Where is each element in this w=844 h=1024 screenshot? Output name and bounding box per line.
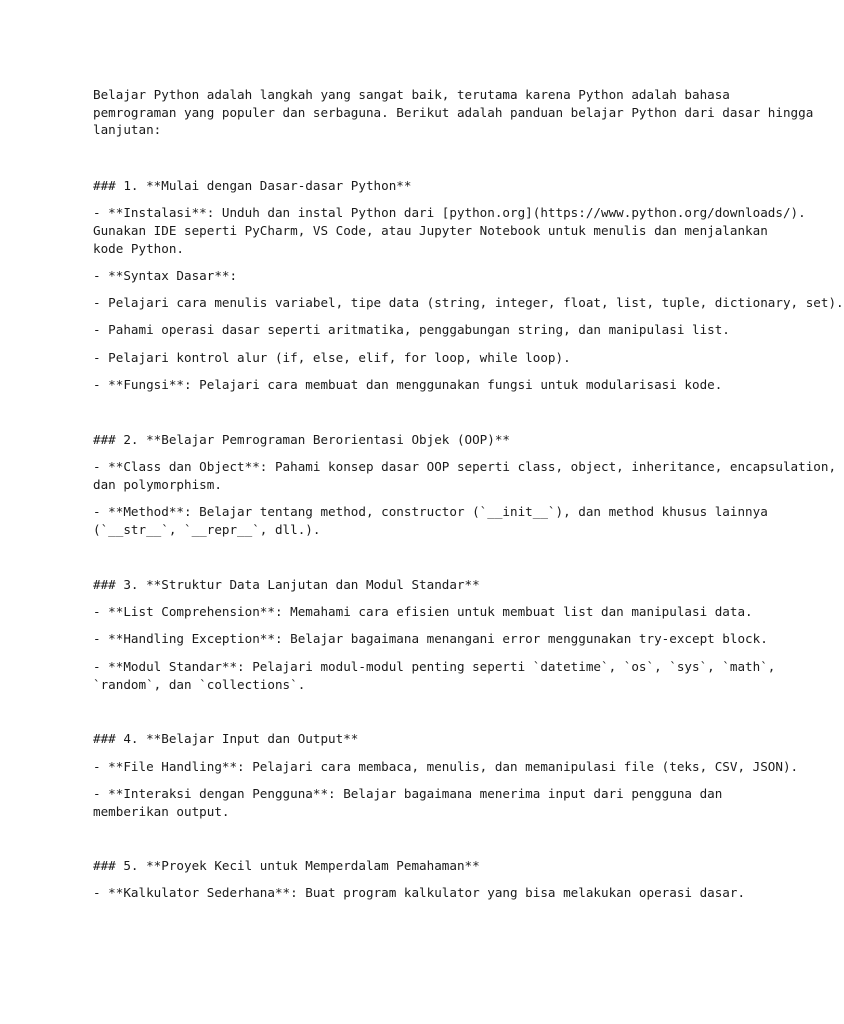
intro-line-3: lanjutan:: [93, 122, 162, 137]
section3-modul-line-2: `random`, dan `collections`.: [93, 677, 306, 692]
section2-class-line-2: dan polymorphism.: [93, 477, 222, 492]
section3-modul-line-1: - **Modul Standar**: Pelajari modul-modul penting seperti `datetime`, `os`, `sys`, `math`,: [93, 659, 776, 674]
intro-line-2: pemrograman yang populer dan serbaguna. Berikut adalah panduan belajar Python dari dasar hingga: [93, 105, 814, 120]
section5-kalkulator: - **Kalkulator Sederhana**: Buat program kalkulator yang bisa melakukan operasi dasar.: [93, 885, 746, 900]
section5-heading: ### 5. **Proyek Kecil untuk Memperdalam Pemahaman**: [93, 858, 480, 873]
section4-interaksi-line-1: - **Interaksi dengan Pengguna**: Belajar bagaimana menerima input dari pengguna dan: [93, 786, 723, 801]
section3-heading: ### 3. **Struktur Data Lanjutan dan Modul Standar**: [93, 577, 480, 592]
section3-list: - **List Comprehension**: Memahami cara efisien untuk membuat list dan manipulasi data.: [93, 604, 753, 619]
section4-file: - **File Handling**: Pelajari cara membaca, menulis, dan memanipulasi file (teks, CSV, JSON).: [93, 759, 799, 774]
section4-heading: ### 4. **Belajar Input dan Output**: [93, 731, 359, 746]
section2-heading: ### 2. **Belajar Pemrograman Berorientasi Objek (OOP)**: [93, 432, 511, 447]
section2-method-line-2: (`__str__`, `__repr__`, dll.).: [93, 522, 321, 537]
section1-heading: ### 1. **Mulai dengan Dasar-dasar Python**: [93, 178, 412, 193]
section1-syntax: - **Syntax Dasar**:: [93, 268, 238, 283]
section1-instalasi-line-3: kode Python.: [93, 241, 184, 256]
section1-instalasi-line-2: Gunakan IDE seperti PyCharm, VS Code, atau Jupyter Notebook untuk menulis dan menjalankan: [93, 223, 768, 238]
section1-syntax-item-1: - Pelajari cara menulis variabel, tipe data (string, integer, float, list, tuple, dictionary, set).: [93, 295, 844, 310]
section1-fungsi: - **Fungsi**: Pelajari cara membuat dan menggunakan fungsi untuk modularisasi kode.: [93, 377, 723, 392]
section1-instalasi-line-1: - **Instalasi**: Unduh dan instal Python dari [python.org](https://www.python.org/downloads/).: [93, 205, 806, 220]
section3-exception: - **Handling Exception**: Belajar bagaimana menangani error menggunakan try-except block.: [93, 631, 768, 646]
section2-method-line-1: - **Method**: Belajar tentang method, constructor (`__init__`), dan method khusus lainnya: [93, 504, 768, 519]
section1-syntax-item-2: - Pahami operasi dasar seperti aritmatika, penggabungan string, dan manipulasi list.: [93, 322, 730, 337]
section4-interaksi-line-2: memberikan output.: [93, 804, 230, 819]
section2-class-line-1: - **Class dan Object**: Pahami konsep dasar OOP seperti class, object, inheritance, encapsulation,: [93, 459, 837, 474]
section1-syntax-item-3: - Pelajari kontrol alur (if, else, elif, for loop, while loop).: [93, 350, 571, 365]
intro-line-1: Belajar Python adalah langkah yang sangat baik, terutama karena Python adalah bahasa: [93, 87, 730, 102]
